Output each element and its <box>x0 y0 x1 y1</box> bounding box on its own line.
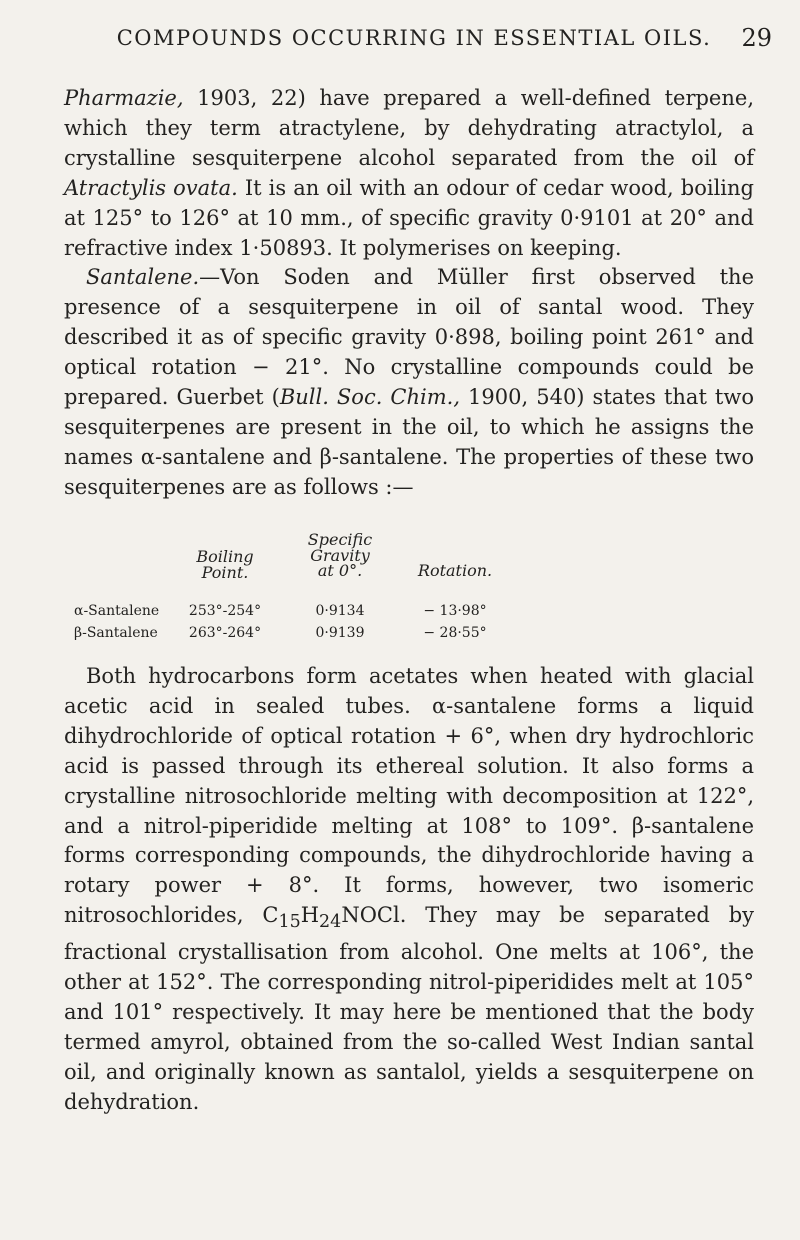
text-block-upper <box>64 84 754 503</box>
species-name-italic: Atractylis ovata. <box>64 175 238 200</box>
paragraph-hydrocarbons <box>64 662 754 1118</box>
header-line: Point. <box>201 562 249 582</box>
page-header <box>56 24 772 54</box>
cell-gravity-alpha: 0·9134 <box>315 603 365 619</box>
paragraph-text: 1903, 22) have prepared a well-defined terpene, which they term atractylene, by dehydrating atractylol, a crystalline sesquiterpene alcohol separated from the oil of <box>64 86 754 170</box>
header-line: Specific <box>307 530 373 549</box>
page-number: 29 <box>741 24 772 52</box>
cell-boiling-beta: 263°-264° <box>188 625 262 641</box>
header-specific-gravity <box>290 532 390 579</box>
paragraph-text: 1900, 540) states that two sesquiterpenes are present in the oil, to which he assigns the names α-santalene and β-santalene. The properties of these two sesquiterpenes are as follows :— <box>64 385 754 499</box>
cell-rotation-alpha: − 13·98° <box>423 603 487 619</box>
cell-rotation-beta: − 28·55° <box>423 625 487 641</box>
text-block-lower <box>64 662 754 1118</box>
journal-ref-italic: Pharmazie, <box>64 86 184 110</box>
formula-subscript: 15 <box>278 912 301 933</box>
paragraph-atractylene <box>64 84 754 263</box>
paragraph-santalene <box>64 263 754 502</box>
journal-ref-italic: Bull. Soc. Chim., <box>279 385 461 410</box>
header-rotation: Rotation. <box>417 561 493 580</box>
paragraph-text: H <box>300 903 320 928</box>
row-label-beta: β-Santalene <box>74 625 158 641</box>
header-line: Gravity <box>310 545 370 565</box>
header-boiling-point <box>175 549 275 580</box>
running-head: COMPOUNDS OCCURRING IN ESSENTIAL OILS. <box>116 26 712 50</box>
paragraph-text: It is an oil with an odour of cedar wood, boiling at 125° to 126° at 10 mm., of specific gravity 0·9101 at 20° and refractive index 1·50893. It polymerises on keeping. <box>64 175 754 260</box>
header-line: at 0°. <box>317 561 363 580</box>
formula-subscript: 24 <box>319 912 342 933</box>
paragraph-text: —Von Soden and Müller first observed the presence of a sesquiterpene in oil of santal wood. They described it as of specific gravity 0·898, boiling point 261° and optical rotation − 21°. No crystalline compounds could be prepared. Guerbet ( <box>64 265 754 410</box>
cell-boiling-alpha: 253°-254° <box>188 603 262 619</box>
paragraph-text: Both hydrocarbons form acetates when heated with glacial acetic acid in sealed tubes. α-santalene forms a liquid dihydrochloride of optical rotation + 6°, when dry hydrochloric acid is passed through its ethereal solution. It also forms a crystalline nitrosochloride melting with decomposition at 122°, and a nitrol-piperidide melting at 108° to 109°. β-santalene forms corresponding compounds, the dihydrochloride having a rotary power + 8°. It forms, however, two isomeric nitrosochlorides, C <box>64 664 754 928</box>
header-line: Boiling <box>196 547 254 566</box>
paragraph-text: NOCl. They may be separated by fractional crystallisation from alcohol. One melts at 106°, the other at 152°. The corresponding nitrol-piperidides melt at 105° and 101° respectively. It may here be mentioned that the body termed amyrol, obtained from the so-called West Indian santal oil, and originally known as santalol, yields a sesquiterpene on dehydration. <box>64 903 754 1114</box>
cell-gravity-beta: 0·9139 <box>315 625 365 641</box>
section-heading-santalene: Santalene. <box>86 265 200 290</box>
row-label-alpha: α-Santalene <box>74 603 160 619</box>
